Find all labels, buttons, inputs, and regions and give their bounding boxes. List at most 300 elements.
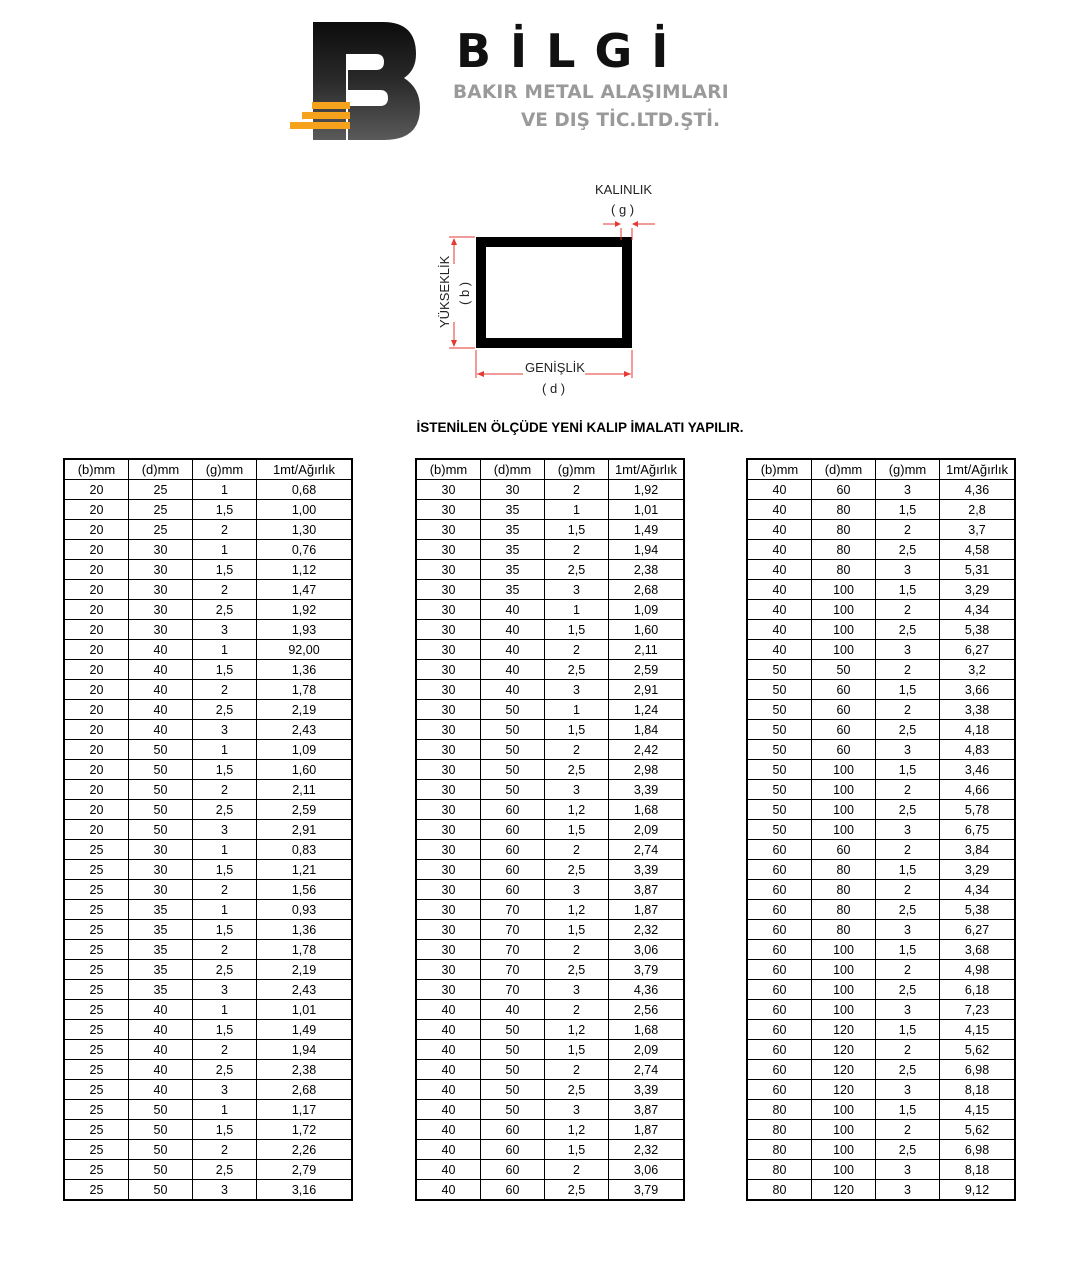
cell-width-d: 100 — [812, 1140, 876, 1160]
cell-width-d: 30 — [129, 880, 193, 900]
cell-weight: 4,15 — [940, 1020, 1016, 1040]
cell-width-d: 50 — [129, 1100, 193, 1120]
cell-width-d: 100 — [812, 780, 876, 800]
cell-width-d: 50 — [129, 1140, 193, 1160]
table-row — [64, 520, 352, 540]
cell-height-b: 20 — [64, 600, 129, 620]
table-row — [416, 660, 684, 680]
cell-weight: 3,06 — [609, 940, 685, 960]
cell-width-d: 120 — [812, 1180, 876, 1201]
cell-weight: 4,66 — [940, 780, 1016, 800]
table-row — [64, 1160, 352, 1180]
cell-height-b: 25 — [64, 1020, 129, 1040]
cell-width-d: 35 — [129, 940, 193, 960]
cell-width-d: 80 — [812, 880, 876, 900]
table-row — [747, 680, 1015, 700]
cell-height-b: 30 — [416, 960, 481, 980]
cell-thickness-g: 1 — [545, 500, 609, 520]
cell-width-d: 60 — [481, 880, 545, 900]
cell-width-d: 60 — [481, 840, 545, 860]
cell-width-d: 30 — [129, 540, 193, 560]
cell-weight: 5,31 — [940, 560, 1016, 580]
cell-width-d: 50 — [129, 800, 193, 820]
cell-height-b: 60 — [747, 1020, 812, 1040]
cell-thickness-g: 2,5 — [193, 960, 257, 980]
cell-height-b: 30 — [416, 740, 481, 760]
cell-width-d: 50 — [481, 1020, 545, 1040]
table-row — [747, 520, 1015, 540]
cell-width-d: 70 — [481, 940, 545, 960]
cell-height-b: 25 — [64, 1160, 129, 1180]
cell-weight: 5,62 — [940, 1040, 1016, 1060]
table-row — [64, 1000, 352, 1020]
cell-height-b: 20 — [64, 580, 129, 600]
cell-height-b: 50 — [747, 740, 812, 760]
cell-width-d: 25 — [129, 500, 193, 520]
table-row — [416, 640, 684, 660]
cell-width-d: 35 — [481, 580, 545, 600]
table-row — [747, 580, 1015, 600]
cell-width-d: 40 — [129, 700, 193, 720]
cell-thickness-g: 2 — [876, 840, 940, 860]
cell-thickness-g: 2,5 — [876, 1140, 940, 1160]
header-d: (d)mm — [481, 459, 545, 480]
spec-table-3 — [746, 458, 1016, 1201]
cell-width-d: 60 — [481, 1180, 545, 1201]
cell-weight: 1,94 — [257, 1040, 353, 1060]
height-label: YÜKSEKLİK — [437, 255, 452, 328]
cell-height-b: 50 — [747, 700, 812, 720]
cell-width-d: 40 — [129, 720, 193, 740]
cell-width-d: 100 — [812, 640, 876, 660]
cell-thickness-g: 3 — [876, 1000, 940, 1020]
cell-weight: 2,11 — [257, 780, 353, 800]
cell-thickness-g: 2 — [193, 940, 257, 960]
cell-width-d: 120 — [812, 1040, 876, 1060]
cell-weight: 3,87 — [609, 1100, 685, 1120]
cell-width-d: 60 — [812, 740, 876, 760]
cell-width-d: 50 — [129, 780, 193, 800]
cell-width-d: 60 — [812, 680, 876, 700]
cell-width-d: 40 — [129, 1040, 193, 1060]
cell-width-d: 80 — [812, 540, 876, 560]
cell-weight: 1,12 — [257, 560, 353, 580]
cell-width-d: 35 — [129, 900, 193, 920]
cell-width-d: 60 — [812, 840, 876, 860]
cell-thickness-g: 1,5 — [545, 720, 609, 740]
table-row — [747, 1020, 1015, 1040]
cell-thickness-g: 3 — [876, 480, 940, 500]
cell-thickness-g: 2 — [545, 740, 609, 760]
cell-width-d: 120 — [812, 1080, 876, 1100]
cell-weight: 3,79 — [609, 1180, 685, 1201]
cell-thickness-g: 2,5 — [545, 860, 609, 880]
cell-width-d: 35 — [129, 980, 193, 1000]
cell-height-b: 20 — [64, 740, 129, 760]
cell-width-d: 100 — [812, 940, 876, 960]
cell-height-b: 25 — [64, 1140, 129, 1160]
cell-height-b: 60 — [747, 1060, 812, 1080]
cell-weight: 6,27 — [940, 640, 1016, 660]
table-header-row — [416, 459, 684, 480]
cell-height-b: 20 — [64, 640, 129, 660]
cell-width-d: 100 — [812, 1120, 876, 1140]
cell-weight: 2,26 — [257, 1140, 353, 1160]
table-row — [64, 1140, 352, 1160]
cell-thickness-g: 1,2 — [545, 1020, 609, 1040]
cell-weight: 1,21 — [257, 860, 353, 880]
table-row — [64, 1180, 352, 1201]
cell-weight: 2,43 — [257, 980, 353, 1000]
cell-weight: 2,59 — [257, 800, 353, 820]
table-row — [747, 780, 1015, 800]
cell-width-d: 50 — [129, 740, 193, 760]
table-row — [416, 1060, 684, 1080]
cell-weight: 4,34 — [940, 600, 1016, 620]
cell-width-d: 50 — [481, 700, 545, 720]
table-row — [747, 620, 1015, 640]
cell-height-b: 20 — [64, 520, 129, 540]
cell-height-b: 30 — [416, 700, 481, 720]
cell-weight: 1,92 — [609, 480, 685, 500]
cell-width-d: 50 — [481, 760, 545, 780]
cell-height-b: 40 — [747, 560, 812, 580]
table-row — [747, 660, 1015, 680]
cell-width-d: 80 — [812, 560, 876, 580]
cell-height-b: 40 — [747, 480, 812, 500]
cell-thickness-g: 2,5 — [545, 960, 609, 980]
cell-height-b: 60 — [747, 960, 812, 980]
cell-weight: 2,68 — [609, 580, 685, 600]
cell-width-d: 50 — [481, 720, 545, 740]
cell-weight: 2,09 — [609, 820, 685, 840]
cell-thickness-g: 2,5 — [545, 560, 609, 580]
table-row — [747, 600, 1015, 620]
cell-width-d: 30 — [129, 620, 193, 640]
cell-weight: 1,09 — [257, 740, 353, 760]
cell-height-b: 50 — [747, 800, 812, 820]
cell-height-b: 60 — [747, 940, 812, 960]
cell-thickness-g: 3 — [876, 820, 940, 840]
cell-width-d: 40 — [481, 1000, 545, 1020]
cell-weight: 1,68 — [609, 800, 685, 820]
table-row — [416, 520, 684, 540]
cell-thickness-g: 2 — [193, 520, 257, 540]
cell-height-b: 30 — [416, 680, 481, 700]
cell-thickness-g: 3 — [876, 640, 940, 660]
cell-weight: 3,68 — [940, 940, 1016, 960]
cell-width-d: 50 — [812, 660, 876, 680]
cell-thickness-g: 2 — [193, 1040, 257, 1060]
cell-thickness-g: 1,5 — [876, 580, 940, 600]
table-row — [64, 1020, 352, 1040]
cell-weight: 2,42 — [609, 740, 685, 760]
cell-height-b: 40 — [747, 580, 812, 600]
cell-width-d: 100 — [812, 620, 876, 640]
height-symbol: ( b ) — [457, 281, 472, 305]
cell-height-b: 50 — [747, 760, 812, 780]
cell-height-b: 60 — [747, 1000, 812, 1020]
cell-thickness-g: 3 — [545, 1100, 609, 1120]
cell-thickness-g: 1 — [193, 740, 257, 760]
cell-weight: 1,00 — [257, 500, 353, 520]
cell-weight: 4,98 — [940, 960, 1016, 980]
profile-diagram — [425, 178, 665, 400]
cell-height-b: 80 — [747, 1120, 812, 1140]
cell-weight: 1,78 — [257, 940, 353, 960]
cell-height-b: 50 — [747, 680, 812, 700]
cell-thickness-g: 1,5 — [876, 500, 940, 520]
table-row — [747, 980, 1015, 1000]
cell-height-b: 25 — [64, 1080, 129, 1100]
cell-width-d: 30 — [481, 480, 545, 500]
cell-weight: 2,32 — [609, 1140, 685, 1160]
cell-height-b: 40 — [416, 1140, 481, 1160]
custom-mold-note: İSTENİLEN ÖLÇÜDE YENİ KALIP İMALATI YAPILIR. — [416, 420, 744, 435]
cell-height-b: 25 — [64, 980, 129, 1000]
cell-thickness-g: 1,5 — [193, 560, 257, 580]
cell-height-b: 40 — [747, 540, 812, 560]
cell-height-b: 20 — [64, 500, 129, 520]
cell-thickness-g: 2 — [876, 700, 940, 720]
cell-weight: 1,93 — [257, 620, 353, 640]
cell-height-b: 30 — [416, 720, 481, 740]
table-row — [64, 960, 352, 980]
cell-thickness-g: 2 — [193, 1140, 257, 1160]
table-row — [64, 860, 352, 880]
table-row — [747, 720, 1015, 740]
table-row — [747, 1080, 1015, 1100]
cell-weight: 2,19 — [257, 960, 353, 980]
cell-weight: 1,30 — [257, 520, 353, 540]
cell-width-d: 100 — [812, 580, 876, 600]
cell-height-b: 60 — [747, 980, 812, 1000]
table-row — [416, 980, 684, 1000]
cell-weight: 1,84 — [609, 720, 685, 740]
table-row — [64, 560, 352, 580]
table-row — [747, 640, 1015, 660]
cell-weight: 6,18 — [940, 980, 1016, 1000]
cell-weight: 0,83 — [257, 840, 353, 860]
cell-width-d: 50 — [129, 760, 193, 780]
cell-thickness-g: 1,5 — [545, 620, 609, 640]
cell-height-b: 30 — [416, 660, 481, 680]
cell-height-b: 20 — [64, 780, 129, 800]
table-row — [64, 500, 352, 520]
cell-thickness-g: 2 — [193, 580, 257, 600]
cell-height-b: 40 — [416, 1060, 481, 1080]
cell-weight: 3,16 — [257, 1180, 353, 1201]
cell-height-b: 40 — [416, 1000, 481, 1020]
cell-thickness-g: 3 — [876, 1080, 940, 1100]
cell-thickness-g: 1,5 — [545, 520, 609, 540]
cell-height-b: 20 — [64, 480, 129, 500]
cell-thickness-g: 1,5 — [545, 1140, 609, 1160]
cell-width-d: 25 — [129, 520, 193, 540]
cell-width-d: 40 — [129, 1000, 193, 1020]
cell-width-d: 40 — [129, 1020, 193, 1040]
table-row — [64, 880, 352, 900]
cell-weight: 8,18 — [940, 1080, 1016, 1100]
cell-weight: 1,87 — [609, 1120, 685, 1140]
table-header-row — [64, 459, 352, 480]
cell-weight: 3,7 — [940, 520, 1016, 540]
table-row — [64, 1080, 352, 1100]
cell-thickness-g: 3 — [876, 560, 940, 580]
cell-height-b: 40 — [747, 520, 812, 540]
table-row — [64, 1040, 352, 1060]
cell-weight: 3,39 — [609, 1080, 685, 1100]
cell-thickness-g: 2 — [545, 1000, 609, 1020]
cell-weight: 4,83 — [940, 740, 1016, 760]
cell-width-d: 120 — [812, 1020, 876, 1040]
cell-width-d: 80 — [812, 860, 876, 880]
cell-height-b: 40 — [747, 620, 812, 640]
cell-thickness-g: 3 — [193, 620, 257, 640]
cell-weight: 3,84 — [940, 840, 1016, 860]
cell-thickness-g: 3 — [545, 880, 609, 900]
cell-thickness-g: 1,5 — [876, 1100, 940, 1120]
table-row — [64, 720, 352, 740]
cell-height-b: 30 — [416, 880, 481, 900]
table-row — [416, 880, 684, 900]
cell-height-b: 30 — [416, 560, 481, 580]
cell-height-b: 80 — [747, 1100, 812, 1120]
cell-width-d: 40 — [481, 660, 545, 680]
brand-subtitle-line2: VE DIŞ TİC.LTD.ŞTİ. — [520, 110, 721, 131]
cell-width-d: 60 — [481, 1140, 545, 1160]
cell-width-d: 100 — [812, 1160, 876, 1180]
cell-thickness-g: 2,5 — [876, 1060, 940, 1080]
table-row — [416, 780, 684, 800]
table-row — [416, 840, 684, 860]
cell-weight: 6,75 — [940, 820, 1016, 840]
cell-weight: 1,01 — [257, 1000, 353, 1020]
cell-thickness-g: 2 — [876, 600, 940, 620]
cell-width-d: 70 — [481, 960, 545, 980]
cell-weight: 4,18 — [940, 720, 1016, 740]
cell-weight: 2,91 — [257, 820, 353, 840]
table-row — [64, 620, 352, 640]
table-row — [416, 860, 684, 880]
table-row — [416, 540, 684, 560]
table-row — [64, 1100, 352, 1120]
cell-thickness-g: 1,5 — [193, 920, 257, 940]
cell-height-b: 30 — [416, 500, 481, 520]
cell-height-b: 30 — [416, 820, 481, 840]
cell-width-d: 60 — [481, 820, 545, 840]
cell-thickness-g: 2 — [545, 1160, 609, 1180]
cell-height-b: 50 — [747, 660, 812, 680]
cell-weight: 3,87 — [609, 880, 685, 900]
width-label: GENİŞLİK — [525, 360, 585, 375]
cell-height-b: 50 — [747, 780, 812, 800]
cell-weight: 3,38 — [940, 700, 1016, 720]
table-row — [747, 840, 1015, 860]
cell-thickness-g: 1,5 — [876, 680, 940, 700]
cell-width-d: 35 — [481, 540, 545, 560]
cell-weight: 3,06 — [609, 1160, 685, 1180]
cell-height-b: 40 — [416, 1040, 481, 1060]
cell-thickness-g: 3 — [876, 740, 940, 760]
cell-weight: 2,32 — [609, 920, 685, 940]
cell-weight: 3,39 — [609, 780, 685, 800]
cell-width-d: 50 — [481, 1060, 545, 1080]
table-row — [747, 540, 1015, 560]
cell-height-b: 20 — [64, 760, 129, 780]
cell-width-d: 100 — [812, 820, 876, 840]
cell-height-b: 20 — [64, 680, 129, 700]
cell-height-b: 25 — [64, 1000, 129, 1020]
table-row — [64, 840, 352, 860]
cell-weight: 4,58 — [940, 540, 1016, 560]
cell-thickness-g: 2,5 — [876, 620, 940, 640]
cell-weight: 1,60 — [257, 760, 353, 780]
cell-height-b: 80 — [747, 1140, 812, 1160]
table-row — [747, 960, 1015, 980]
table-row — [747, 800, 1015, 820]
cell-width-d: 40 — [129, 640, 193, 660]
header-d: (d)mm — [812, 459, 876, 480]
cell-thickness-g: 2 — [545, 540, 609, 560]
cell-thickness-g: 2 — [876, 880, 940, 900]
table-row — [416, 800, 684, 820]
cell-height-b: 25 — [64, 940, 129, 960]
table-row — [747, 1060, 1015, 1080]
cell-weight: 1,17 — [257, 1100, 353, 1120]
table-row — [64, 920, 352, 940]
table-row — [416, 1100, 684, 1120]
cell-width-d: 30 — [129, 580, 193, 600]
cell-width-d: 80 — [812, 900, 876, 920]
cell-thickness-g: 3 — [545, 580, 609, 600]
table-row — [64, 660, 352, 680]
cell-width-d: 60 — [481, 1120, 545, 1140]
cell-thickness-g: 2 — [876, 520, 940, 540]
cell-height-b: 60 — [747, 1040, 812, 1060]
cell-thickness-g: 3 — [193, 720, 257, 740]
cell-height-b: 25 — [64, 960, 129, 980]
cell-height-b: 30 — [416, 580, 481, 600]
cell-width-d: 70 — [481, 980, 545, 1000]
cell-thickness-g: 2 — [876, 780, 940, 800]
cell-height-b: 40 — [416, 1120, 481, 1140]
cell-thickness-g: 2,5 — [545, 1080, 609, 1100]
cell-thickness-g: 1,2 — [545, 900, 609, 920]
cell-width-d: 30 — [129, 840, 193, 860]
table-row — [747, 740, 1015, 760]
cell-weight: 3,39 — [609, 860, 685, 880]
cell-height-b: 40 — [416, 1020, 481, 1040]
table-row — [416, 940, 684, 960]
cell-height-b: 20 — [64, 720, 129, 740]
cell-thickness-g: 3 — [193, 1080, 257, 1100]
cell-height-b: 20 — [64, 540, 129, 560]
cell-width-d: 120 — [812, 1060, 876, 1080]
table-row — [416, 1080, 684, 1100]
cell-thickness-g: 1,5 — [193, 860, 257, 880]
table-row — [747, 760, 1015, 780]
cell-weight: 1,72 — [257, 1120, 353, 1140]
header-b: (b)mm — [416, 459, 481, 480]
table-row — [64, 540, 352, 560]
table-header-row — [747, 459, 1015, 480]
spec-table-1 — [63, 458, 353, 1201]
table-row — [747, 940, 1015, 960]
cell-height-b: 25 — [64, 1040, 129, 1060]
cell-thickness-g: 1 — [193, 480, 257, 500]
cell-thickness-g: 1,5 — [193, 1120, 257, 1140]
